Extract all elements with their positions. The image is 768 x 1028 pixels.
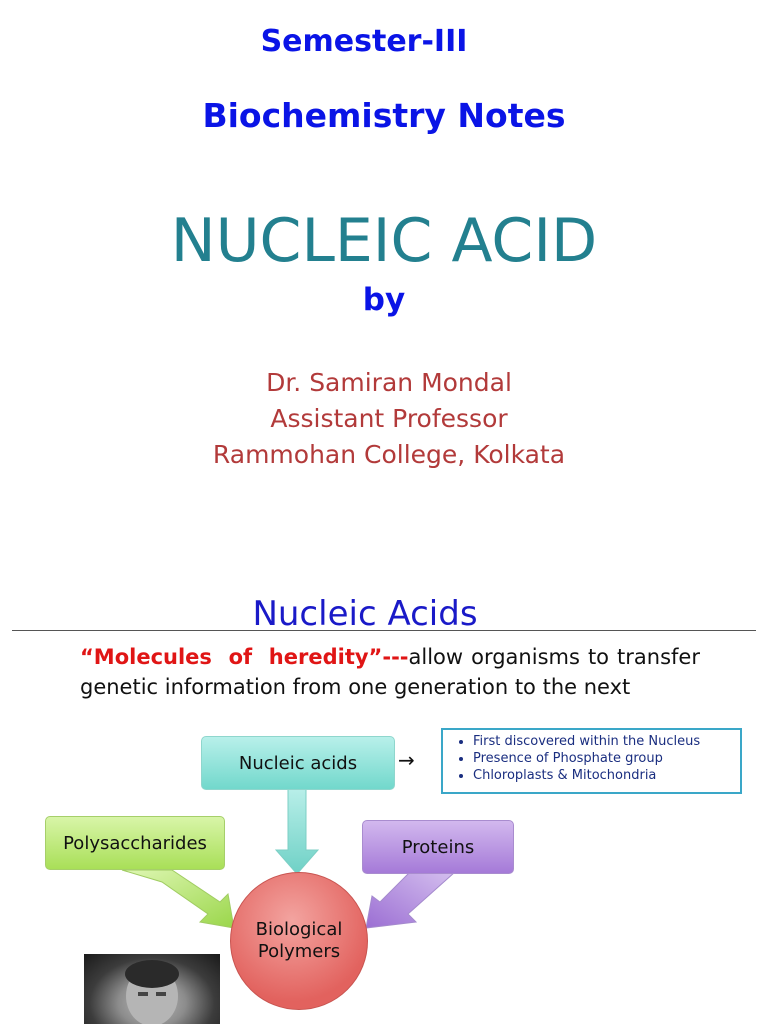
info-bullet: • Presence of Phosphate group xyxy=(473,750,740,767)
semester-heading: Semester-III xyxy=(260,24,468,59)
quote-text: “Molecules of heredity”--- xyxy=(80,645,409,669)
info-box xyxy=(441,728,742,794)
center-label-line1: Biological xyxy=(255,919,343,940)
description-text: allow organisms to transfer genetic information from one generation to the next xyxy=(80,645,700,699)
nucleic-acids-box: Nucleic acids xyxy=(201,736,395,790)
author-affiliation: Rammohan College, Kolkata xyxy=(212,440,566,469)
info-bullet: • Chloroplasts & Mitochondria xyxy=(473,767,740,784)
portrait-photo xyxy=(84,954,220,1024)
polysaccharides-box: Polysaccharides xyxy=(45,816,225,870)
portrait-icon xyxy=(84,954,220,1024)
nucleic-down-arrow xyxy=(276,788,318,874)
proteins-box: Proteins xyxy=(362,820,514,874)
slide-title: Nucleic Acids xyxy=(252,594,478,634)
by-label: by xyxy=(362,282,406,318)
proteins-arrow xyxy=(366,872,455,928)
info-bullet: • First discovered within the Nucleus xyxy=(473,733,740,750)
biological-polymers-circle xyxy=(230,872,368,1010)
main-title: NUCLEIC ACID xyxy=(170,206,598,276)
center-label-line2: Polymers xyxy=(257,941,341,962)
nucleic-acids-slide xyxy=(0,572,768,1024)
subject-heading: Biochemistry Notes xyxy=(202,96,566,135)
author-name: Dr. Samiran Mondal xyxy=(266,368,512,397)
polysaccharides-arrow xyxy=(122,870,234,928)
author-position: Assistant Professor xyxy=(270,404,508,433)
arrow-right-icon: → xyxy=(398,748,415,772)
